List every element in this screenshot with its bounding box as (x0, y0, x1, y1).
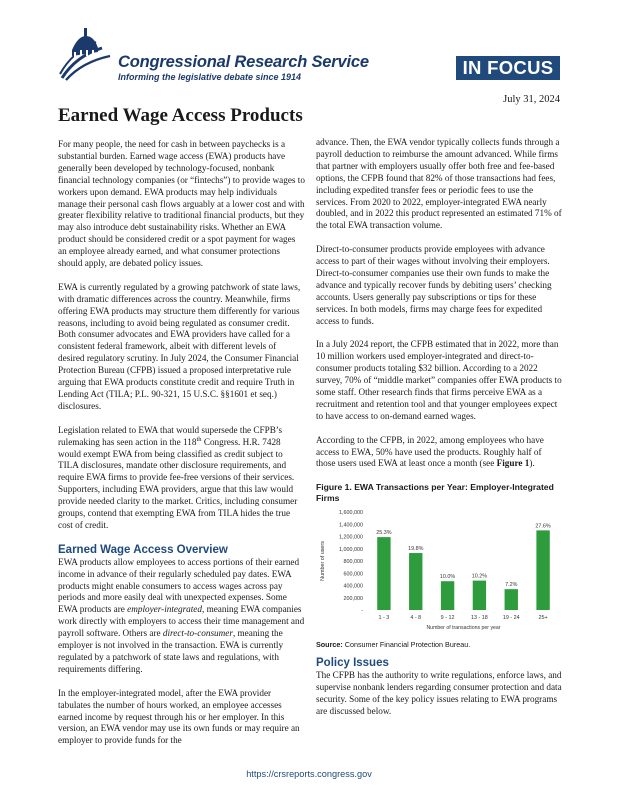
crs-reports-link[interactable]: https://crsreports.congress.gov (246, 769, 372, 779)
paragraph (58, 557, 305, 676)
y-tick-label: 200,000 (343, 595, 363, 602)
figure-source (316, 640, 563, 649)
paragraph-text: , meaning the employer is not involved in the transaction. EWA is currently regulated by a patchwork of state laws and regulations, with requirements differing. (58, 628, 284, 674)
right-column (316, 137, 563, 718)
y-tick-label: 400,000 (343, 583, 363, 590)
paragraph-text: ). (529, 458, 535, 469)
paragraph-text: EWA products allow employees to access portions of their earned income in advance of their regularly scheduled pay dates. EWA products might enable consumers to access wages across pay periods and more easily deal with unexpected expenses. Some EWA products are (58, 556, 300, 615)
term-direct-to-consumer: direct-to-consumer (162, 628, 233, 639)
left-column (58, 139, 305, 747)
bar-19-24 (505, 589, 518, 610)
org-name: Congressional Research Service (118, 53, 369, 71)
section-heading-overview: Earned Wage Access Overview (58, 543, 228, 556)
y-tick-label: - (361, 608, 363, 615)
term-employer-integrated: employer-integrated (127, 604, 202, 615)
paragraph: Direct-to-consumer products provide employees with advance access to part of their wages without involving their employers. Direct-to-consumer companies use their own funds to make the advance and typically recover funds by debiting users’ checking accounts. Users generally pay subscriptions or tips for these services. In both models, firms may charge fees for expedited access to funds. (316, 244, 552, 326)
figure-1-reference-link[interactable]: Figure 1 (496, 458, 530, 469)
x-tick-label: 4 - 8 (410, 615, 422, 622)
bar-9-12 (441, 581, 454, 610)
y-axis-label: Number of users (320, 541, 326, 582)
paragraph-text: , meaning EWA companies work directly with employers to access their time management and payroll software. Others are (58, 604, 305, 639)
product-type-badge: IN FOCUS (456, 56, 560, 80)
x-tick-label: 9 - 12 (440, 615, 455, 622)
x-tick-label: 13 - 18 (471, 615, 488, 622)
page-title: Earned Wage Access Products (58, 105, 303, 126)
bar-data-label: 27.6% (535, 523, 551, 530)
ordinal-superscript: th (196, 435, 202, 443)
x-tick-label: 19 - 24 (502, 615, 520, 622)
org-tagline: Informing the legislative debate since 1914 (118, 72, 302, 82)
capitol-dome-logo-icon (58, 26, 118, 82)
paragraph: In a July 2024 report, the CFPB estimated that in 2022, more than 10 million workers used employer-integrated and direct-to-consumer products totaling $32 billion. According to a 2022 survey, 70% of “middle market” companies offer EWA products to some staff. Other research finds that firms perceive EWA as a recruitment and retention tool and that younger employees expect to have access to on-demand earned wages. (316, 339, 562, 421)
paragraph (316, 435, 563, 471)
paragraph: The CFPB has the authority to write regulations, enforce laws, and supervise nonbank lenders regarding consumer protection and data security. Some of the key policy issues relating to EWA programs are discussed below. (316, 670, 562, 716)
bar-data-label: 10.2% (471, 573, 488, 580)
y-tick-label: 1,600,000 (339, 510, 363, 517)
y-tick-label: 1,200,000 (339, 534, 363, 541)
y-tick-label: 600,000 (343, 571, 363, 578)
bar-13-18 (473, 581, 486, 610)
section-heading-policy-issues: Policy Issues (316, 657, 389, 670)
x-axis-label: Number of transactions per year (426, 625, 501, 632)
y-tick-label: 1,400,000 (339, 522, 363, 529)
figure-title: Figure 1. EWA Transactions per Year: Employer-Integrated Firms (316, 482, 554, 504)
paragraph-text: According to the CFPB, in 2022, among employees who have access to EWA, 50% have used the products. Roughly half of those users used EWA at least once a month (see (316, 434, 544, 469)
paragraph-text: Congress. H.R. 7428 would exempt EWA from being classified as credit subject to TILA disclosures, mandate other disclosure requirements, and require EWA firms to provide fee-free versions of their services. Supporters, including EWA providers, argue that this law would provide needed clarity to the market. Critics, including consumer groups, contend that exempting EWA from TILA hides the true cost of credit. (58, 436, 298, 530)
paragraph: advance. Then, the EWA vendor typically collects funds through a payroll deduction to reimburse the amount advanced. While firms that partner with employers usually offer both free and fee-based options, the CFPB found that 82% of those transactions had fees, including expedited transfer fees or periodic fees to use the services. From 2020 to 2022, employer-integrated EWA nearly doubled, and in 2022 this product represented an estimated 71% of the total EWA transaction volume. (316, 137, 562, 231)
x-tick-label: 1 - 3 (378, 615, 390, 622)
bar-data-label: 25.3% (376, 530, 392, 537)
paragraph-text: Legislation related to EWA that would supersede the CFPB’s rulemaking has seen action in the 118 (58, 424, 283, 447)
y-tick-label: 1,000,000 (339, 546, 363, 553)
paragraph: For many people, the need for cash in between paychecks is a substantial burden. Earned wage access (EWA) products have generally been developed by technology-focused, nonbank financial technology companies (or “fintechs”) to provide wages to workers upon demand. EWA products may help individuals manage their personal cash flows arguably at a lower cost and with greater flexibility relative to traditional financial products, but they may also introduce debt sustainability risks. Whether an EWA product should be considered credit or a spot payment for wages an employee already earned, and what consumer protections should apply, are debated policy issues. (58, 139, 305, 269)
paragraph: In the employer-integrated model, after the EWA provider tabulates the number of hours worked, an employee accesses earned income by request through his or her employer. In this version, an EWA vendor may use its own funds or may require an employer to provide funds for the (58, 687, 300, 746)
source-label: Source: (316, 640, 343, 650)
x-tick-label: 25+ (538, 615, 548, 622)
bar-25plus (536, 531, 549, 611)
bar-data-label: 19.8% (408, 546, 424, 553)
bar-4-8 (409, 553, 422, 610)
source-text: Consumer Financial Protection Bureau. (342, 640, 471, 650)
y-tick-label: 800,000 (343, 559, 363, 566)
paragraph: EWA is currently regulated by a growing patchwork of state laws, with dramatic differences across the country. Meanwhile, firms offering EWA products may structure them differently for various reasons, including to avoid being regulated as consumer credit. Both consumer advocates and EWA providers have called for a consistent federal framework, albeit with different levels of desired regulatory scrutiny. In July 2024, the Consumer Financial Protection Bureau (CFPB) issued a proposed interpretative rule arguing that EWA products constitute credit and require Truth in Lending Act (TILA; P.L. 90-321, 15 U.S.C. §§1601 et seq.) disclosures. (58, 281, 301, 411)
bar-data-label: 10.0% (439, 574, 456, 581)
paragraph (58, 425, 305, 532)
bar-1-3 (377, 537, 390, 610)
page-header (0, 0, 618, 90)
publication-date: July 31, 2024 (503, 94, 560, 105)
bar-data-label: 7.2% (505, 582, 518, 589)
ewa-transactions-bar-chart (316, 506, 563, 636)
